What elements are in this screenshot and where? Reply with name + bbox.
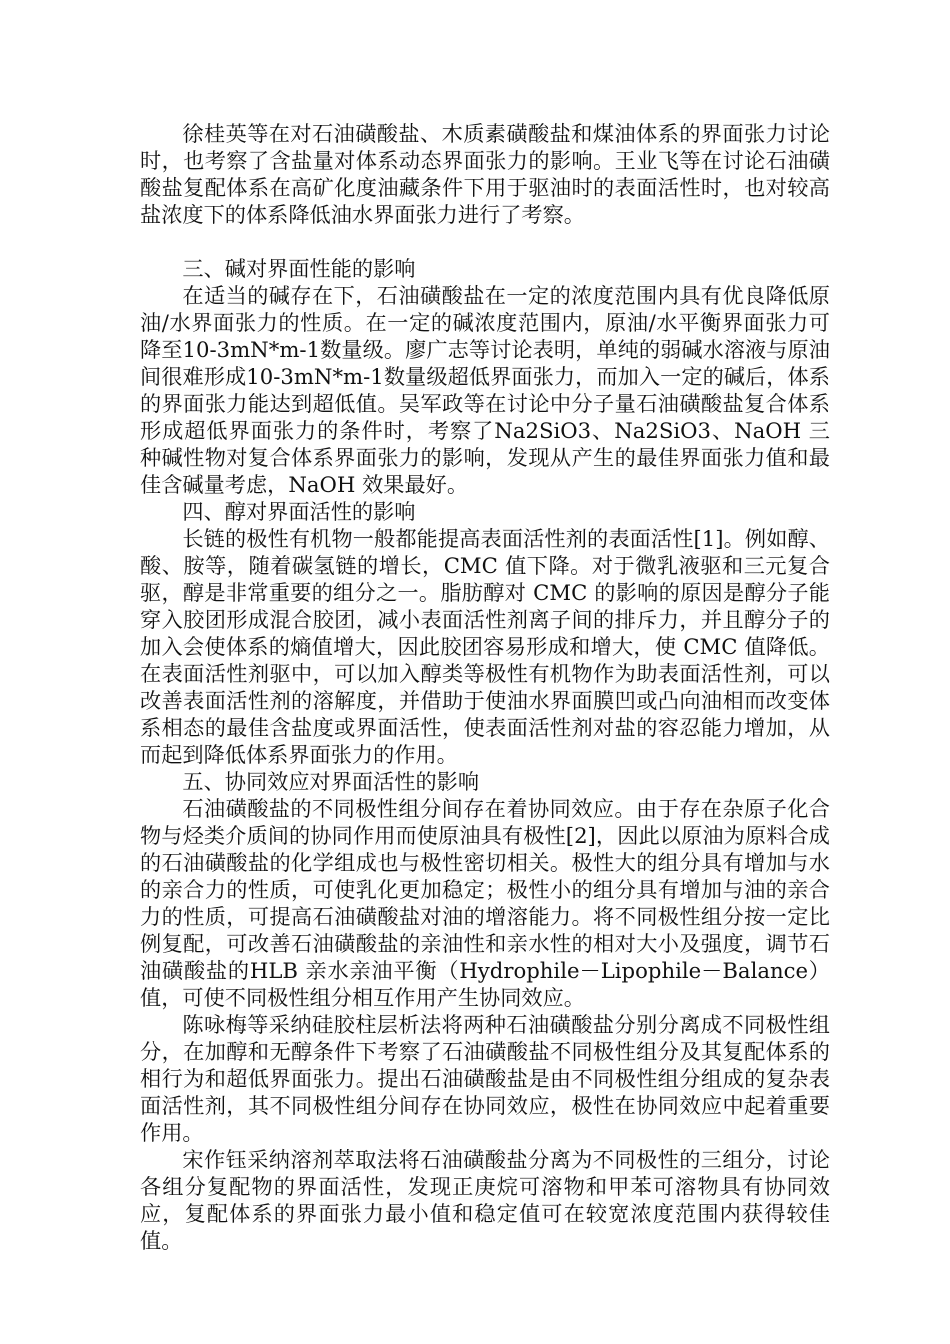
section-heading-alkali: 三、碱对界面性能的影响 (182, 256, 416, 281)
document-page (140, 120, 830, 1254)
paragraph-spacer (140, 228, 830, 255)
paragraph-alcohol-effect: 长链的极性有机物一般都能提高表面活性剂的表面活性[1]。例如醇、酸、胺等，随着碳氢链的增长，CMC 值下降。对于微乳液驱和三元复合驱，醇是非常重要的组分之一。脂肪醇对 CMC 的影响的原因是醇分子能穿入胶团形成混合胶团，减小表面活性剂离子间的排斥力，并且醇分子的加入会使体系的熵值增大，因此胶团容易形成和增大，使 CMC 值降低。在表面活性剂驱中，可以加入醇类等极性有机物作为助表面活性剂，可以改善表面活性剂的溶解度，并借助于使油水界面膜凹或凸向油相而改变体系相态的最佳含盐度或界面活性，使表面活性剂对盐的容忍能力增加，从而起到降低体系界面张力的作用。 (140, 526, 830, 767)
paragraph-song-study: 宋作钰采纳溶剂萃取法将石油磺酸盐分离为不同极性的三组分，讨论各组分复配物的界面活性，发现正庚烷可溶物和甲苯可溶物具有协同效应，复配体系的界面张力最小值和稳定值可在较宽浓度范围内获得较佳值。 (140, 1147, 830, 1253)
section-heading-alcohol: 四、醇对界面活性的影响 (182, 499, 416, 524)
paragraph-salt-effect: 徐桂英等在对石油磺酸盐、木质素磺酸盐和煤油体系的界面张力讨论时，也考察了含盐量对体系动态界面张力的影响。王业飞等在讨论石油磺酸盐复配体系在高矿化度油藏条件下用于驱油时的表面活性时，也对较高盐浓度下的体系降低油水界面张力进行了考察。 (140, 121, 830, 227)
paragraph-synergy-effect: 石油磺酸盐的不同极性组分间存在着协同效应。由于存在杂原子化合物与烃类介质间的协同作用而使原油具有极性[2]，因此以原油为原料合成的石油磺酸盐的化学组成也与极性密切相关。极性大的组分具有增加与水的亲合力的性质，可使乳化更加稳定；极性小的组分具有增加与油的亲合力的性质，可提高石油磺酸盐对油的增溶能力。将不同极性组分按一定比例复配，可改善石油磺酸盐的亲油性和亲水性的相对大小及强度，调节石油磺酸盐的HLB 亲水亲油平衡（Hydrophile－Lipophile－Balance）值，可使不同极性组分相互作用产生协同效应。 (140, 796, 830, 1010)
paragraph-alkali-effect: 在适当的碱存在下，石油磺酸盐在一定的浓度范围内具有优良降低原油/水界面张力的性质。在一定的碱浓度范围内，原油/水平衡界面张力可降至10-3mN*m-1数量级。廖广志等讨论表明，单纯的弱碱水溶液与原油间很难形成10-3mN*m-1数量级超低界面张力，而加入一定的碱后，体系的界面张力能达到超低值。吴军政等在讨论中分子量石油磺酸盐复合体系形成超低界面张力的条件时，考察了Na2SiO3、Na2SiO3、NaOH 三种碱性物对复合体系界面张力的影响，发现从产生的最佳界面张力值和最佳含碱量考虑，NaOH 效果最好。 (140, 283, 830, 497)
section-heading-synergy: 五、协同效应对界面活性的影响 (182, 769, 480, 794)
paragraph-chen-study: 陈咏梅等采纳硅胶柱层析法将两种石油磺酸盐分别分离成不同极性组分，在加醇和无醇条件下考察了石油磺酸盐不同极性组分及其复配体系的相行为和超低界面张力。提出石油磺酸盐是由不同极性组分组成的复杂表面活性剂，其不同极性组分间存在协同效应，极性在协同效应中起着重要作用。 (140, 1012, 830, 1145)
